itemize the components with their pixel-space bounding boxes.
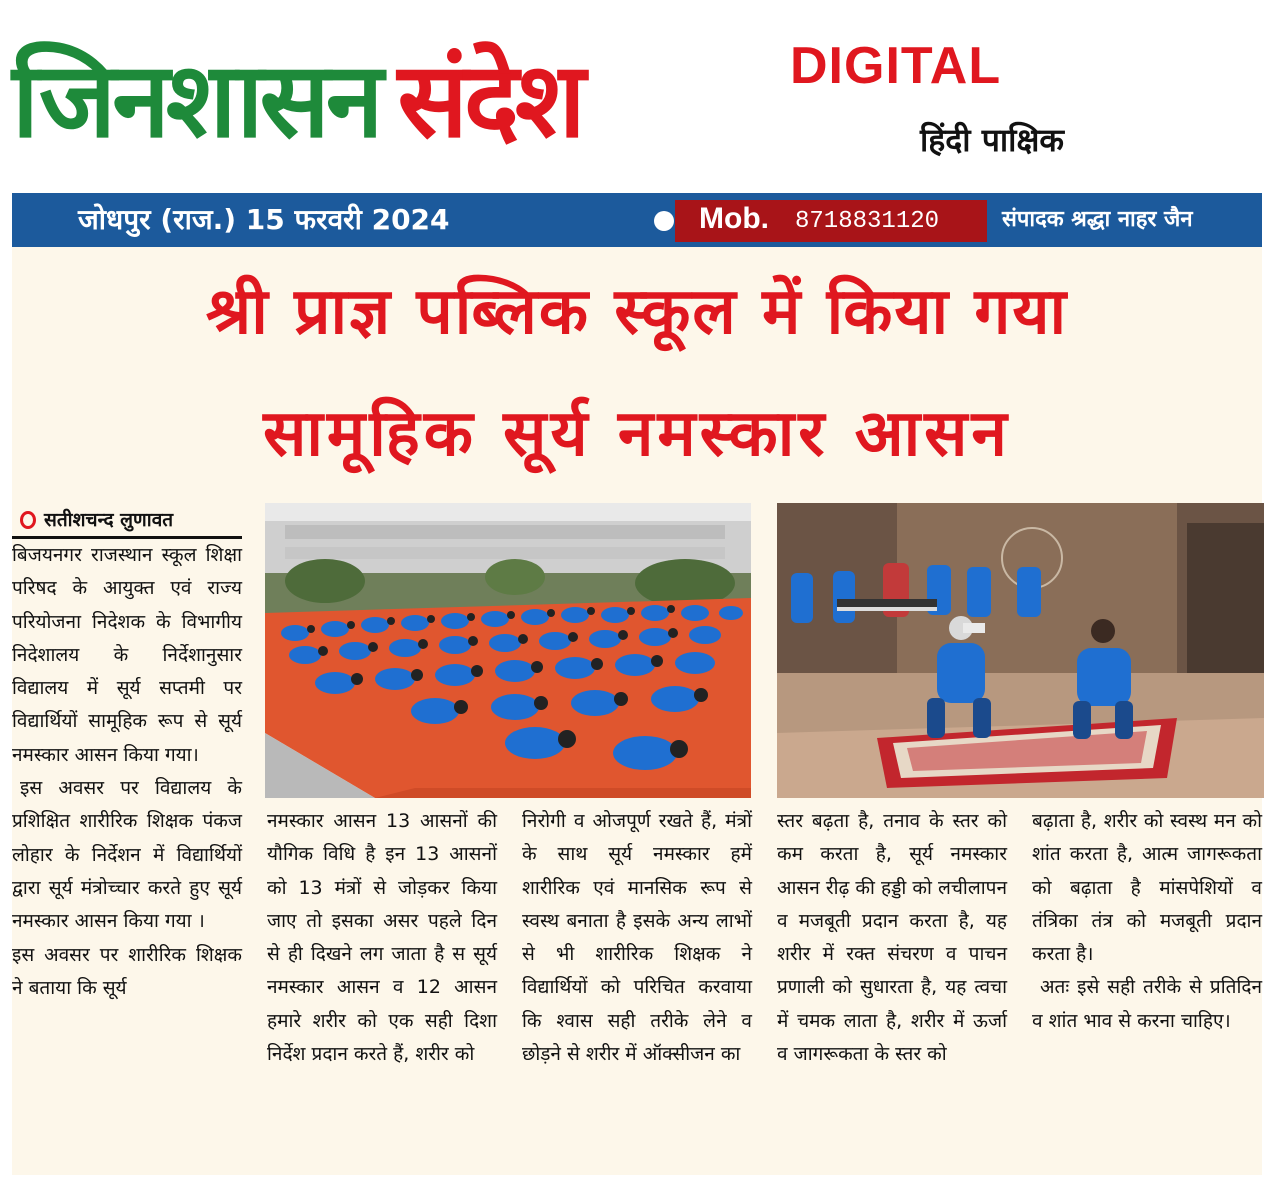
masthead-title-part2: संदेश [397, 39, 582, 161]
bullet-dot-icon [654, 211, 674, 231]
photo-students-stage-demo [777, 503, 1264, 798]
column-1-paragraph-2: इस अवसर पर विद्यालय के प्रशिक्षित शारीरिक शिक्षक पंकज लोहार के निर्देशन में विद्यार्थियों द्वारा सूर्य मंत्रोच्चार करते हुए सूर्य नमस्कार आसन किया गया । [12, 777, 242, 933]
article-column-2: नमस्कार आसन 13 आसनों की यौगिक विधि है इन 13 आसनों को 13 मंत्रों से जोड़कर किया जाए तो इसका असर पहले दिन से ही दिखने लग जाता है स सूर्य नमस्कार आसन व 12 आसन हमारे शरीर को एक सही दिशा निर्देश प्रदान करते हैं, शरीर को [267, 810, 497, 1066]
masthead-title [12, 30, 582, 170]
article-column-4: स्तर बढ़ता है, तनाव के स्तर को कम करता है, सूर्य नमस्कार आसन रीढ़ की हड्डी को लचीलापन व मजबूती प्रदान करता है, यह शरीर में रक्त संचरण व पाचन प्रणाली को सुधारता है, यह त्वचा में चमक लाता है, शरीर में ऊर्जा व जागरूकता के स्तर को [777, 810, 1007, 1066]
column-1-paragraph-1: बिजयनगर राजस्थान स्कूल शिक्षा परिषद के आयुक्त एवं राज्य परियोजना निदेशक के विभागीय निदेशालय के निर्देशानुसार विद्यालय में सूर्य सप्तमी पर विद्यार्थियों सामूहिक रूप से सूर्य नमस्कार आसन किया गया। [12, 544, 242, 766]
column-5-paragraph-1: बढ़ाता है, शरीर को स्वस्थ मन को शांत करता है, आत्म जागरूकता को बढ़ाता है मांसपेशियों व तंत्रिका तंत्र को मजबूती प्रदान करता है। [1032, 810, 1262, 966]
photo-students-yoga-courtyard [265, 503, 751, 798]
byline-author: सतीशचन्द लुणावत [44, 509, 174, 531]
article-column-1 [12, 539, 242, 1005]
column-5-paragraph-2: अतः इसे सही तरीके से प्रतिदिन व शांत भाव से करना चाहिए। [1032, 976, 1262, 1032]
edition-label: DIGITAL [790, 37, 1002, 95]
info-strip [12, 193, 1262, 247]
column-1-paragraph-3: इस अवसर पर शारीरिक शिक्षक ने बताया कि सूर्य [12, 943, 242, 999]
article-column-5 [1032, 805, 1262, 1038]
masthead [0, 0, 1280, 190]
article-column-3: निरोगी व ओजपूर्ण रखते हैं, मंत्रों के साथ सूर्य नमस्कार हमें शारीरिक एवं मानसिक रूप से स्वस्थ बनाता है इसके अन्य लाभों से भी शारीरिक शिक्षक ने विद्यार्थियों को परिचित करवाया कि श्वास सही तरीके लेने व छोड़ने से शरीर में ऑक्सीजन का [522, 810, 752, 1066]
article-page [12, 247, 1262, 1175]
location-date: जोधपुर (राज.) 15 फरवरी 2024 [78, 203, 450, 236]
mobile-box [675, 200, 987, 242]
circle-bullet-icon [20, 511, 36, 529]
byline [12, 503, 242, 539]
mobile-label: Mob. [699, 202, 769, 235]
mobile-number: 8718831120 [795, 208, 940, 235]
masthead-title-part1: जिनशासन [12, 39, 380, 161]
headline-line-2: सामूहिक सूर्य नमस्कार आसन [263, 397, 1011, 471]
editor-credit: संपादक श्रद्धा नाहर जैन [1002, 207, 1193, 232]
masthead-subtitle: हिंदी पाक्षिक [920, 121, 1064, 159]
headline-line-1: श्री प्राज्ञ पब्लिक स्कूल में किया गया [205, 275, 1069, 349]
